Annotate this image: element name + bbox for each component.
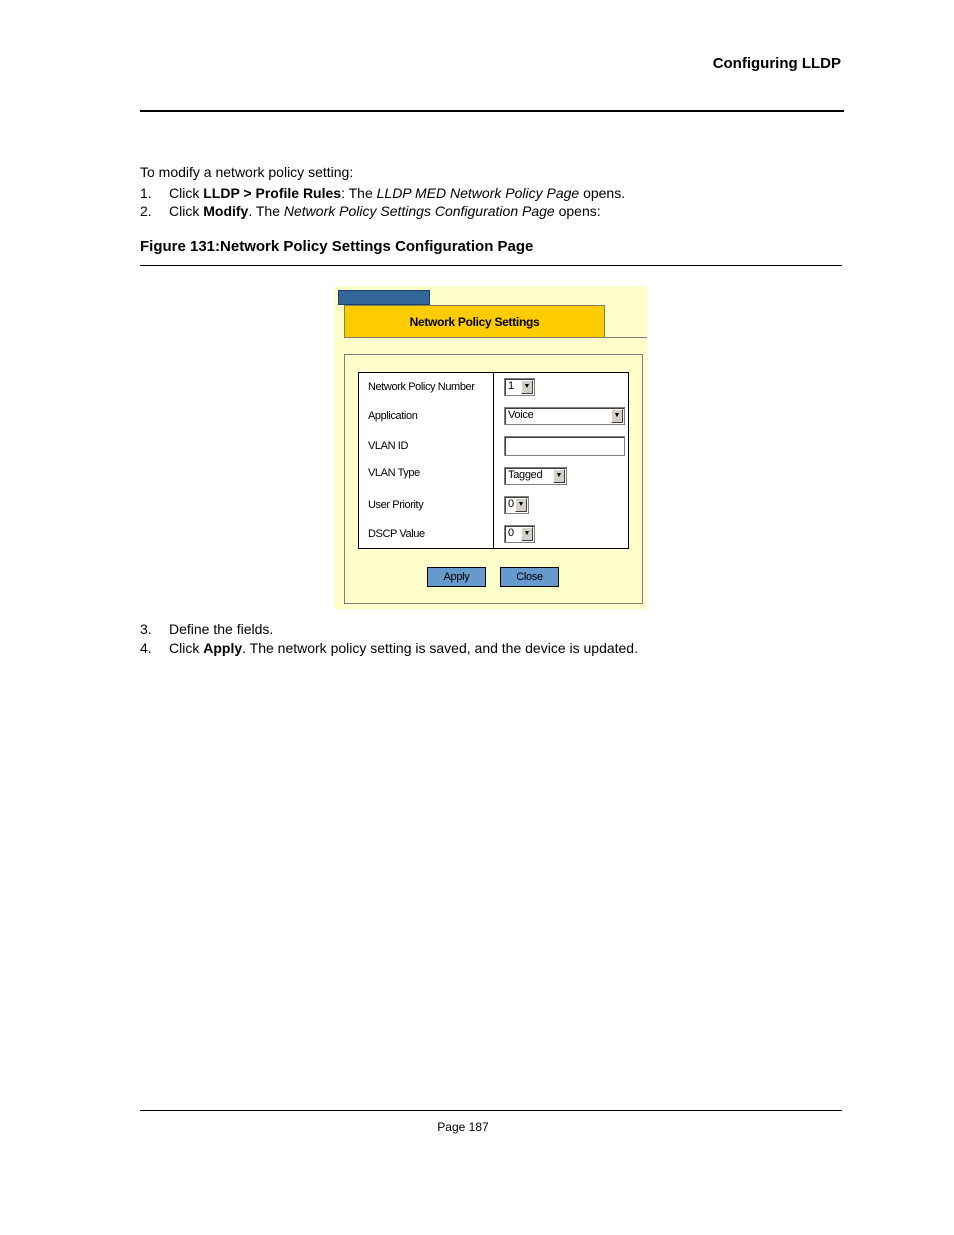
step-number: 1. xyxy=(140,185,152,201)
column-divider xyxy=(493,373,494,548)
vlan-id-label: VLAN ID xyxy=(368,440,408,452)
tab-header-bar xyxy=(338,290,430,305)
policy-number-label: Network Policy Number xyxy=(368,381,475,393)
application-select[interactable]: Voice ▼ xyxy=(504,407,625,425)
apply-button[interactable]: Apply xyxy=(427,567,486,587)
dropdown-arrow-icon: ▼ xyxy=(521,527,533,541)
page-reference: LLDP MED Network Policy Page xyxy=(376,185,580,201)
button-reference: Apply xyxy=(203,640,243,656)
tab-network-policy-settings[interactable]: Network Policy Settings xyxy=(344,305,605,338)
close-button[interactable]: Close xyxy=(500,567,559,587)
page-reference: Network Policy Settings Configuration Page xyxy=(283,203,555,219)
vlan-type-select[interactable]: Tagged ▼ xyxy=(504,467,567,485)
settings-form xyxy=(358,372,629,549)
step-number: 4. xyxy=(140,640,152,656)
policy-settings-screenshot xyxy=(334,286,647,609)
dropdown-arrow-icon: ▼ xyxy=(611,409,623,423)
step-number: 3. xyxy=(140,621,152,637)
step-1: 1. Click LLDP > Profile Rules: The LLDP MED Network Policy Page opens. xyxy=(140,185,626,201)
running-header: Configuring LLDP xyxy=(712,55,841,72)
step-4: 4. Click Apply. The network policy setting is saved, and the device is updated. xyxy=(140,640,638,656)
step-number: 2. xyxy=(140,203,152,219)
user-priority-select[interactable]: 0 ▼ xyxy=(504,496,529,514)
user-priority-label: User Priority xyxy=(368,499,424,511)
vlan-type-label: VLAN Type xyxy=(368,467,420,479)
menu-path: LLDP > Profile Rules xyxy=(203,185,342,201)
step-2: 2. Click Modify. The Network Policy Settings Configuration Page opens: xyxy=(140,203,601,219)
caption-rule xyxy=(140,265,842,266)
dscp-value-label: DSCP Value xyxy=(368,528,425,540)
step-3: 3. Define the fields. xyxy=(140,621,274,637)
application-label: Application xyxy=(368,410,418,422)
button-reference: Modify xyxy=(203,203,249,219)
dscp-value-select[interactable]: 0 ▼ xyxy=(504,525,535,543)
dropdown-arrow-icon: ▼ xyxy=(521,380,533,394)
policy-number-select[interactable]: 1 ▼ xyxy=(504,378,535,396)
dropdown-arrow-icon: ▼ xyxy=(553,469,565,483)
page-number: Page 187 xyxy=(437,1120,489,1134)
tab-baseline xyxy=(605,337,647,338)
footer-rule xyxy=(140,1110,842,1111)
intro-text: To modify a network policy setting: xyxy=(140,164,354,180)
header-rule xyxy=(140,110,844,112)
settings-panel xyxy=(344,354,643,604)
vlan-id-input[interactable] xyxy=(504,436,625,456)
dropdown-arrow-icon: ▼ xyxy=(515,498,527,512)
figure-caption: Figure 131:Network Policy Settings Configuration Page xyxy=(140,238,534,255)
